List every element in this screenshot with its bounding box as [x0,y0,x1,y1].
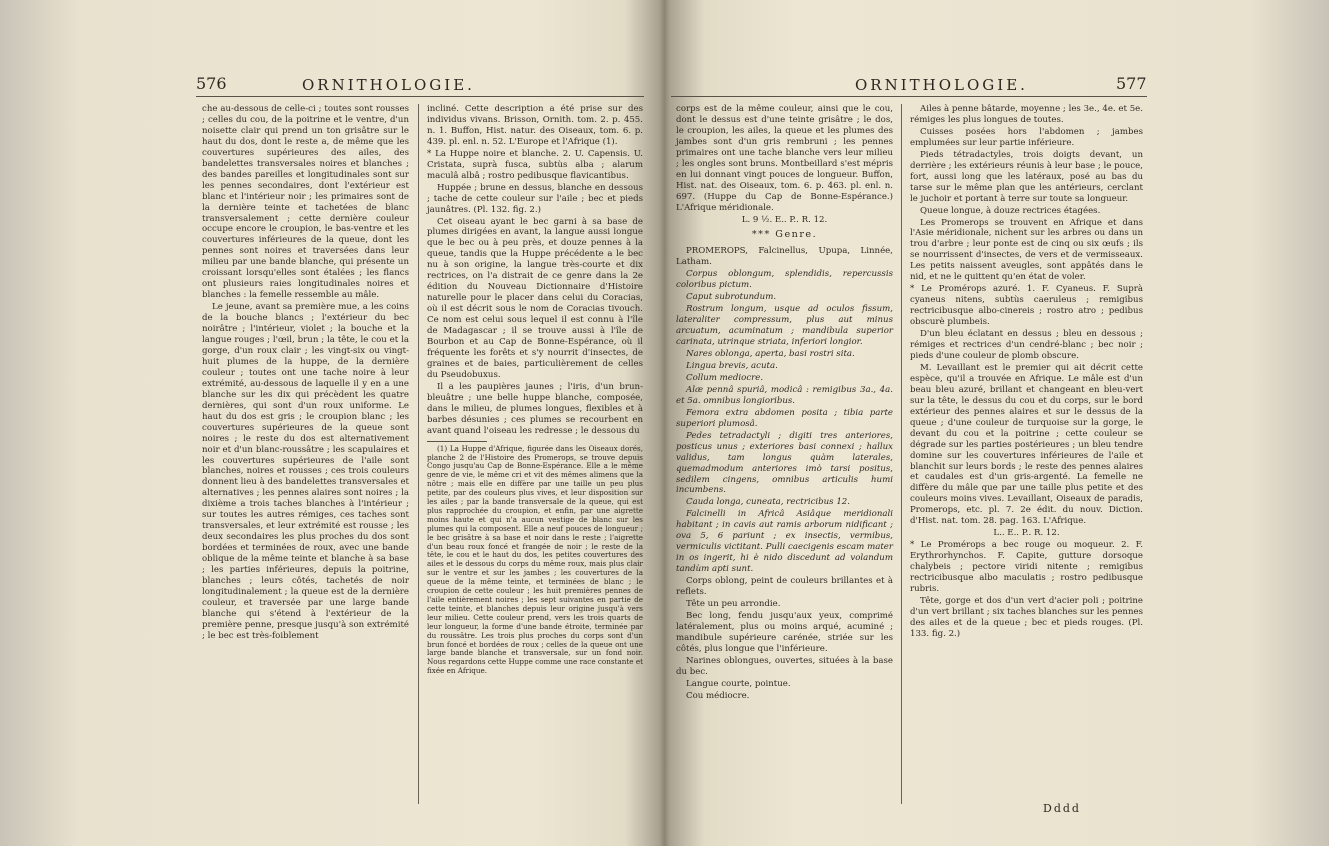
left-column-1 [202,104,409,816]
paragraph: Ailes à penne bâtarde, moyenne ; les 3e., 4e. et 5e. rémiges les plus longues de toutes. [910,104,1143,125]
species-entry: * La Huppe noire et blanche. 2. U. Capensis. U. Cristata, suprà fusca, subtùs alba ; alarum maculâ albâ ; rostro pedibusque flavicantibus. [427,148,643,181]
running-head-left: ORNITHOLOGIE. [302,76,475,94]
paragraph: Tête, gorge et dos d'un vert d'acier poli ; poitrine d'un vert brillant ; six taches blanches sur les pennes des ailes et de la queue ; bec et pieds rouges. (Pl. 133. fig. 2.) [910,595,1143,639]
paragraph: D'un bleu éclatant en dessus ; bleu en dessous ; rémiges et rectrices d'un cendré-blanc ; bec noir ; pieds d'une couleur de plomb obscure. [910,329,1143,361]
right-column-1 [676,104,893,816]
right-column-2 [910,104,1143,794]
latin-character: Alæ pennâ spuriâ, modicâ : remigibus 3a., 4a. et 5a. omnibus longioribus. [676,384,893,406]
latin-character: Lingua brevis, acuta. [686,360,778,371]
latin-character: Femora extra abdomen posita ; tibia parte superiori plumosâ. [676,407,893,429]
measurements: L.. E.. P.. R. 12. [993,528,1060,539]
latin-character: Pedes tetradactyli ; digiti tres anteriores, posticus unus ; exteriores basi connexi ; hallux validus, tam longus quàm laterales, quemadmodum anteriores imò tarsi positus, sedilem cingens, omnibus articulis humi incumbens. [676,430,893,496]
measurements: L. 9 ½. E.. P.. R. 12. [741,214,828,225]
paragraph: M. Levaillant est le premier qui ait décrit cette espèce, qu'il a trouvée en Afrique. Le mâle est d'un beau bleu azuré, brillant et changeant en bleu-vert sur la tête, le dessus du cou et du corps, sur le bord extérieur des pennes alaires et sur le dessus de la queue ; d'une couleur de turquoise sur la gorge, le devant du cou et la poitrine ; cette couleur se dégrade sur les parties postérieures ; un bleu tendre domine sur les couvertures inférieures de l'aile et blanchit sur leurs bords ; le reste des pennes alaires et caudales est d'un gris-argenté. La femelle ne diffère du mâle que par une taille plus petite et des couleurs moins vives. Levaillant, Oiseaux de paradis, Promerops, etc. pl. 7. 2e édit. du nouv. Diction. d'Hist. nat. tom. 28. pag. 163. L'Afrique. [910,362,1143,527]
paragraph: Les Promerops se trouvent en Afrique et dans l'Asie méridionale, nichent sur les arbres ou dans un trou d'arbre ; leur ponte est de cinq ou six œufs ; ils se nourrissent d'insectes, de vers et de vermisseaux. Les petits naissent aveugles, sont appâtés dans le nid, et ne le quittent qu'en état de voler. [910,217,1143,283]
species-entry: * Le Promérops azuré. 1. F. Cyaneus. F. Suprà cyaneus nitens, subtùs caeruleus ; remigibus rectricibusque albo-cinereis ; rostro atro ; pedibus obscurè plumbeis. [910,284,1143,328]
paragraph: Cuisses posées hors l'abdomen ; jambes emplumées sur leur partie inférieure. [910,126,1143,148]
paragraph: che au-dessous de celle-ci ; toutes sont rousses ; celles du cou, de la poitrine et le ventre, d'un noisette clair qui prend un ton grisâtre sur le haut du dos, dont le reste a, de même que les couvertures supérieures des ailes, des bandelettes transversales noires et blanches ; des bandes pareilles et longitudinales sont sur les pennes secondaires, dont l'extérieur est blanc et l'intérieur noir ; les primaires sont de la dernière teinte et tachetées de blanc transversalement ; cette dernière couleur occupe encore le croupion, le bas-ventre et les couvertures inférieures de la queue, dont les pennes sont noires et traversées dans leur milieu par une bande blanche, qui présente un croissant lorsqu'elles sont étalées ; les flancs ont plusieurs raies longitudinales noires et blanches : la femelle ressemble au mâle. [202,104,409,301]
paragraph: Pieds tétradactyles, trois doigts devant, un derrière ; les extérieurs réunis à leur base ; le pouce, fort, aussi long que les latéraux, posé au bas du tarse sur le même plan que les antérieurs, cerclant le juchoir et portant à terre sur toute sa longueur. [910,149,1143,204]
column-divider-right [901,104,902,804]
latin-character: Falcinelli in Africâ Asiâque meridionali habitant ; in cavis aut ramis arborum nidificant ; ova 5, 6 pariunt ; ex insectis, vermibus, vermiculis victitant. Pulli caecigenis escam mater in os ingerit, hi è nido discedunt ad volandum tandùm apti sunt. [676,509,893,575]
latin-character: Rostrum longum, usque ad oculos fissum, lateraliter compressum, plus aut minus arcuatum, acuminatum ; mandibula superior carinata, utrinque striata, inferiori longior. [676,304,893,348]
french-character: Cou médiocre. [686,690,750,701]
signature-mark: Dddd [1043,802,1081,815]
header-rule-right [671,96,1147,97]
genus-name: PROMEROPS, Falcinellus, Upupa, Linnée, Latham. [676,246,893,268]
paragraph: Huppée ; brune en dessus, blanche en dessous ; tache de cette couleur sur l'aile ; bec et pieds jaunâtres. (Pl. 132. fig. 2.) [427,182,643,215]
page-number-left: 576 [196,74,227,93]
header-rule-left [196,96,644,97]
right-page [665,0,1329,846]
paragraph: Queue longue, à douze rectrices étagées. [920,205,1101,216]
footnote: (1) La Huppe d'Afrique, figurée dans les Oiseaux dorés, planche 2 de l'Histoire des Promerops, se trouve depuis Congo jusqu'au Cap de Bonne-Espérance. Elle a le même genre de vie, le même cri et vit des mêmes alimens que la nôtre ; mais elle en diffère par une taille un peu plus petite, par des couleurs plus vives, et leur disposition sur les ailes ; par la bande transversale de la queue, qui est plus rapprochée du croupion, et enfin, par une aigrette moins haute et qui n'a aucun vestige de blanc sur les plumes qui la composent. Elle a neuf pouces de longueur ; le bec grisâtre à sa base et noir dans le reste ; l'aigrette d'un beau roux foncé et frangée de noir ; le reste de la tête, le cou et le haut du dos, les petites couvertures des ailes et le dessous du corps du même roux, mais plus clair sur le ventre et sur les jambes ; les couvertures de la queue de la même teinte, et terminées de blanc ; le croupion de cette couleur ; les huit premières pennes de l'aile entièrement noires ; les sept suivantes en partie de cette teinte, et blanches depuis leur origine jusqu'à vers leur milieu. Cette couleur prend, vers les trois quarts de leur longueur, la forme d'une bande étroite, terminée par du roussâtre. Les trois plus proches du corps sont d'un brun foncé et bordées de roux ; celles de la queue ont une large bande blanche et transversale, sur un fond noir. Nous regardons cette Huppe comme une race constante et fixée en Afrique. [427,443,643,676]
paragraph: Cet oiseau ayant le bec garni à sa base de plumes dirigées en avant, la langue aussi longue que le bec ou à peu près, et douze pennes à la queue, tandis que la Huppe précédente a le bec nu à son origine, la langue très-courte et dix rectrices, on l'a distrait de ce genre dans la 2e édition du Nouveau Dictionnaire d'Histoire naturelle pour le placer dans celui du Coracias, où il est décrit sous le nom de Coracias tivouch. Ce nom est celui sous lequel il est connu à l'île de Madagascar ; il se trouve aussi à l'île de Bourbon et au Cap de Bonne-Espérance, où il fréquente les forêts et s'y nourrit d'insectes, de graines et de baies, particulièrement de celles du Pseudobuxus. [427,216,643,380]
genus-heading: *** Genre. [751,229,818,241]
french-character: Corps oblong, peint de couleurs brillantes et à reflets. [676,576,893,598]
latin-character: Caput subrotundum. [686,292,777,303]
column-divider-left [418,104,419,804]
french-character: Bec long, fendu jusqu'aux yeux, comprimé latéralement, plus ou moins arqué, acuminé ; mandibule supérieure carénée, striée sur les côtés, plus longue que l'inférieure. [676,610,893,654]
left-column-2 [427,104,643,816]
left-page [0,0,664,846]
french-character: Langue courte, pointue. [686,678,791,689]
paragraph: Le jeune, avant sa première mue, a les coins de la bouche blancs ; l'extérieur du bec noirâtre ; l'intérieur, violet ; la bouche et la langue rouges ; l'œil, brun ; la tête, le cou et la gorge, d'un roux clair ; les vingt-six ou vingt-huit plumes de la huppe, de la dernière couleur ; toutes ont une tache noire à leur extrémité, au-dessous de laquelle il y en a une blanche sur les dix qui précèdent les quatre dernières, qui sont d'un roux uniforme. Le haut du dos est gris ; le croupion blanc ; les couvertures supérieures de la queue sont noires ; le reste du dos est alternativement noir et d'un blanc-roussâtre ; les scapulaires et les couvertures supérieures de l'aile sont blanches, noires et rousses ; ces trois couleurs donnent lieu à des bandelettes transversales et alternatives ; les pennes alaires sont noires ; la dixième a trois taches blanches à l'intérieur ; sur toutes les autres rémiges, ces taches sont transversales, et leur extrémité est rousse ; les deux secondaires les plus proches du dos sont bordées et terminées de roux, avec une bande oblique de la même teinte et blanche à sa base ; les parties inférieures, depuis la poitrine, blanches ; leurs côtés, tachetés de noir longitudinalement ; la queue est de la dernière couleur, et traversée par une large bande blanche qui s'étend à l'extérieur de la première penne, presque jusqu'à son extrémité ; le bec est très-foiblement [202,302,409,641]
paragraph: corps est de la même couleur, ainsi que le cou, dont le dessus est d'une teinte grisâtre ; le dos, le croupion, les ailes, la queue et les plumes des jambes sont d'un gris rembruni ; les pennes primaires ont une tache blanche vers leur milieu ; les ongles sont bruns. Montbeillard s'est mépris en lui donnant vingt pouces de longueur. Buffon, Hist. nat. des Oiseaux, tom. 6. p. 463. pl. enl. n. 697. (Huppe du Cap de Bonne-Espérance.) L'Afrique méridionale. [676,104,893,213]
latin-character: Corpus oblongum, splendidis, repercussis coloribus pictum. [676,269,893,291]
paragraph: Il a les paupières jaunes ; l'iris, d'un brun-bleuâtre ; une belle huppe blanche, composée, dans le milieu, de plumes longues, flexibles et à barbes désunies ; ces plumes se recourbent en avant quand l'oiseau les redresse ; le dessous du [427,381,643,436]
footnote-separator [427,441,487,442]
running-head-right: ORNITHOLOGIE. [855,76,1028,94]
page-number-right: 577 [1116,74,1147,93]
french-character: Tête un peu arrondie. [686,598,781,609]
latin-character: Nares oblonga, aperta, basi rostri sita. [686,349,855,360]
paragraph: incliné. Cette description a été prise sur des individus vivans. Brisson, Ornith. tom. 2. p. 455. n. 1. Buffon, Hist. natur. des Oiseaux, tom. 6. p. 439. pl. enl. n. 52. L'Europe et l'Afrique (1). [427,104,643,147]
latin-character: Collum mediocre. [686,372,764,383]
species-entry: * Le Promérops a bec rouge ou moqueur. 2. F. Erythrorhynchos. F. Capite, gutture dorsoque chalybeis ; pectore viridi nitente ; remigibus rectricibusque albo maculatis ; rostro pedibusque rubris. [910,540,1143,594]
french-character: Narines oblongues, ouvertes, situées à la base du bec. [676,655,893,677]
latin-character: Cauda longa, cuneata, rectricibus 12. [686,497,850,508]
